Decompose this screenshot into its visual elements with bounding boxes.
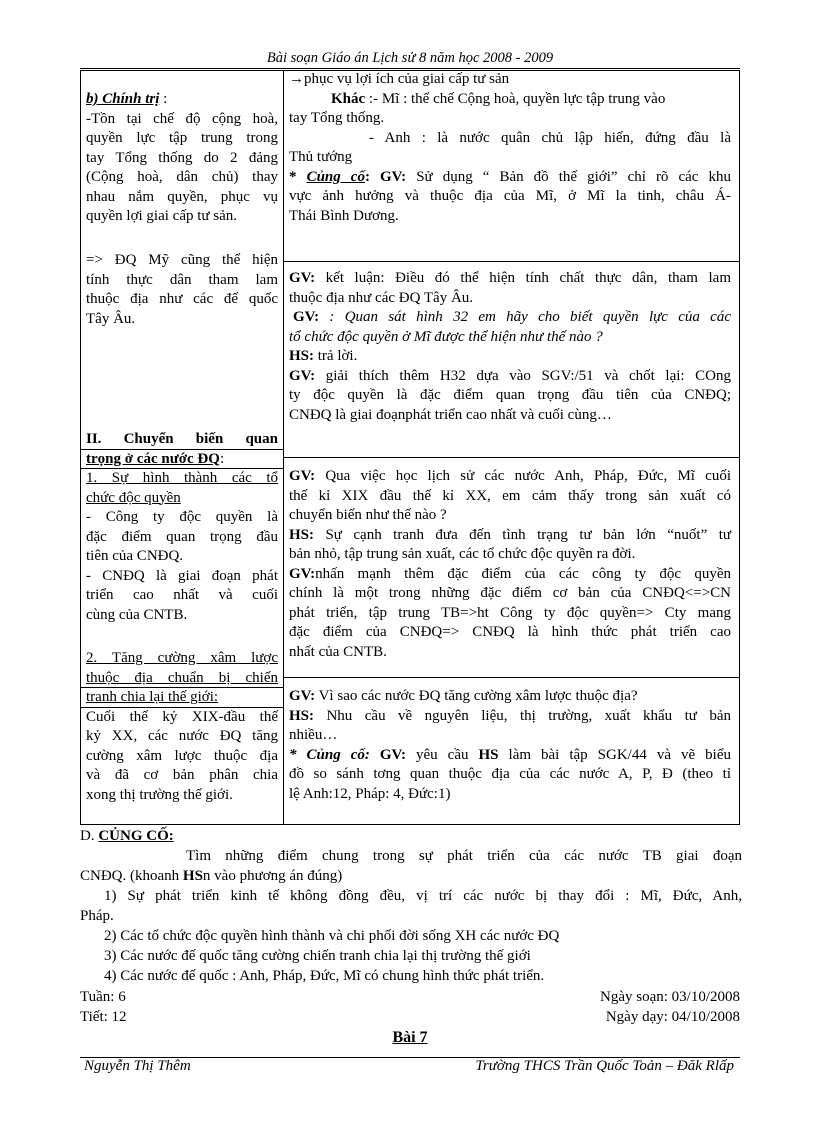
period-label: Tiết: 12 [80,1009,127,1025]
footer-school: Trường THCS Trần Quốc Toản – Đăk Rlấp [475,1058,734,1074]
consolidation-section: D. CỦNG CỐ: Tìm những điểm chung trong sự phát triển của các nước TB giai đoạn CNĐQ. (khoanh HSn vào phương án đúng) 1) Sự phát triển kinh tế không đồng đều, vị trí các nước bị thay đổi : Mĩ, Đức, Anh, Pháp. 2) Các tổ chức độc quyền hình thành và chi phối đời sống XH các nước ĐQ 3) Các nước đế quốc tăng cường chiến tranh chia lại thị trường thế giới 4) Các nước đế quốc : Anh, Pháp, Đức, Mĩ có chung hình thức phát triển. [80,828,742,984]
lesson-week-period [80,987,127,1027]
subsection-1-block: 1. Sự hình thành các tổ chức độc quyền - Công ty độc quyền là đặc điểm quan trọng đầu tiên của CNĐQ. - CNĐQ là giai đoạn phát triển cao nhất và cuối cùng của CNTB. [86,470,278,623]
right-row-divider [283,457,740,458]
header-divider [80,68,740,69]
left-politics-block: b) Chính trị : -Tồn tại chế độ cộng hoà, quyền lực tập trung trong tay Tổng thống do 2 đảng (Cộng hoà, dân chủ) thay nhau nắm quyền, phục vụ quyền lợi giai cấp tư sản. [86,91,278,224]
section-2-heading: II. Chuyển biến quan trọng ở các nước ĐQ: [86,431,278,467]
right-row-divider [283,261,740,262]
right-monopoly-block: GV: Qua việc học lịch sử các nước Anh, Pháp, Đức, Mĩ cuối thế kỉ XIX đầu thế kỉ XX, em cảm thấy trong sản xuất có chuyển biến như thế nào ? HS: Sự cạnh tranh đưa đến tình trạng tư bản lớn “nuốt” tư bản nhỏ, tập trung sản xuất, các tổ chức độc quyền ra đời. GV:nhấn mạnh thêm đặc điểm của các công ty độc quyền chính là một trong những đặc điểm cơ bản của CNĐQ<=>CN phát triển, tập trung TB=>ht Công ty độc quyền=> Cty mang đặc điểm của CNĐQ=> CNĐQ là hình thức phát triển cao nhất của CNTB. [289,468,731,660]
teach-date: Ngày dạy: 04/10/2008 [605,1009,740,1025]
subsection-2-block: 2. Tăng cường xâm lược thuộc địa chuẩn bị chiến tranh chia lại thế giới: Cuối thế kỷ XIX-đầu thế kỷ XX, các nước ĐQ tăng cường xâm lược thuộc địa và đã cơ bản phân chia xong thị trường thế giới. [86,650,278,803]
consolidation-heading: D. CỦNG CỐ: [80,828,174,844]
right-conclusion-block: GV: kết luận: Điều đó thể hiện tính chất thực dân, tham lam thuộc địa như các ĐQ Tây Âu. GV: : Quan sát hình 32 em hãy cho biết quyền lực của các tổ chức độc quyền ở Mĩ được thể hiện như thế nào ? HS: trả lời. GV: giải thích thêm H32 dựa vào SGV:/51 và chốt lại: COng ty độc quyền là đặc điểm quan trọng đầu tiên của CNĐQ; CNĐQ là giai đoạnphát triển cao nhất và cuối cùng… [289,270,731,423]
right-colonial-block: GV: Vì sao các nước ĐQ tăng cường xâm lược thuộc địa? HS: Nhu cầu về nguyên liệu, thị trường, xuất khẩu tư bản nhiều… * Củng cố: GV: yêu cầu HS làm bài tập SGK/44 và vẽ biểu đồ so sánh tơng quan thuộc địa của các nước A, P, Đ (theo tỉ lệ Anh:12, Pháp: 4, Đức:1) [289,688,732,802]
footer-author: Nguyễn Thị Thêm [84,1058,191,1074]
week-label: Tuần: 6 [80,989,126,1005]
right-row-divider [283,677,740,678]
politics-heading: b) Chính trị [86,91,160,107]
lesson-dates [540,987,740,1027]
prep-date: Ngày soạn: 03/10/2008 [600,989,740,1005]
left-conclusion-block: => ĐQ Mỹ cũng thể hiện tính thực dân tham lam thuộc địa như các đế quốc Tây Âu. [86,252,278,327]
right-politics-block: →phục vụ lợi ích của giai cấp tư sản Khác :- Mĩ : thể chế Cộng hoà, quyền lực tập trung vào tay Tổng thống. - Anh : là nước quân chủ lập hiến, đứng đầu là Thủ tướng * Củng cố: GV: Sử dụng “ Bản đồ thế giới” chỉ rõ các khu vực ảnh hưởng và thuộc địa của Mĩ, ở Mĩ la tinh, châu Á- Thái Bình Dương. [289,71,732,224]
column-divider [283,70,284,825]
lesson-title: Bài 7 [392,1029,428,1046]
page-header: Bài soạn Giáo án Lịch sử 8 năm học 2008 - 2009 [266,50,554,66]
